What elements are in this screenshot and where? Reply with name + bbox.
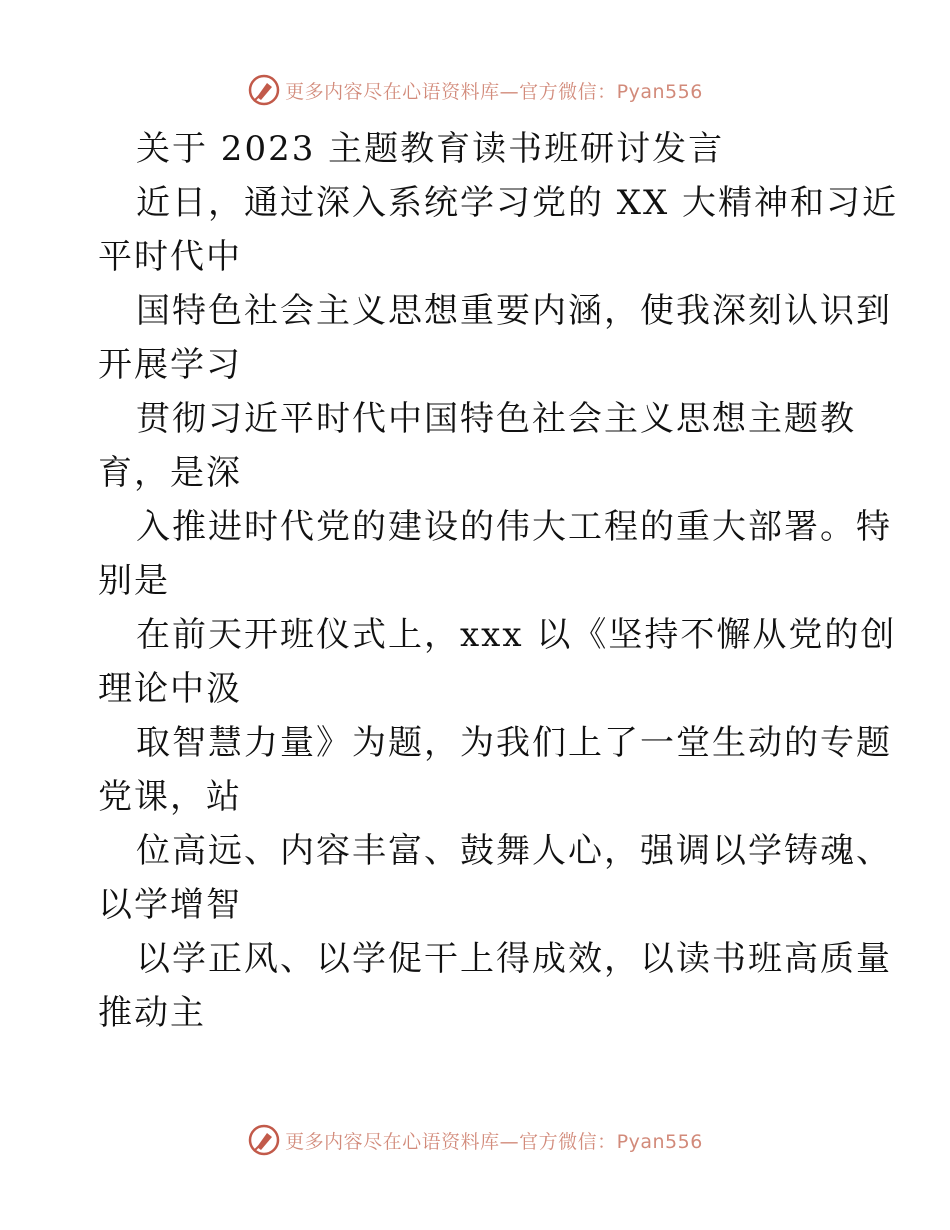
- header-watermark: [0, 70, 950, 110]
- paragraph-line: 以学增智: [98, 885, 242, 925]
- paragraph-line: 入推进时代党的建设的伟大工程的重大部署。特: [136, 507, 892, 547]
- footer-watermark: [0, 1120, 950, 1160]
- pen-nib-logo-icon: [247, 73, 281, 107]
- paragraph-line: 在前天开班仪式上，xxx 以《坚持不懈从党的创: [136, 615, 897, 655]
- paragraph-line: 平时代中: [98, 237, 242, 277]
- paragraph-line: 开展学习: [98, 345, 242, 385]
- paragraph-line: 理论中汲: [98, 669, 242, 709]
- paragraph-line: 关于 2023 主题教育读书班研讨发言: [136, 129, 725, 169]
- paragraph-line: 贯彻习近平时代中国特色社会主义思想主题教: [136, 399, 856, 439]
- paragraph-line: 以学正风、以学促干上得成效，以读书班高质量: [136, 939, 892, 979]
- watermark-text: 更多内容尽在心语资料库—官方微信：Pyan556: [285, 1130, 703, 1153]
- watermark-text: 更多内容尽在心语资料库—官方微信：Pyan556: [285, 80, 703, 103]
- pen-nib-logo-icon: [247, 1123, 281, 1157]
- paragraph-line: 取智慧力量》为题，为我们上了一堂生动的专题: [136, 723, 892, 763]
- document-body: [98, 122, 899, 1040]
- paragraph-line: 国特色社会主义思想重要内涵，使我深刻认识到: [136, 291, 892, 331]
- paragraph-line: 推动主: [98, 993, 206, 1033]
- paragraph-line: 位高远、内容丰富、鼓舞人心，强调以学铸魂、: [136, 831, 892, 871]
- paragraph-line: 党课，站: [98, 777, 242, 817]
- paragraph-line: 育，是深: [98, 453, 242, 493]
- paragraph-line: 别是: [98, 561, 170, 601]
- paragraph-line: 近日，通过深入系统学习党的 XX 大精神和习近: [136, 183, 899, 223]
